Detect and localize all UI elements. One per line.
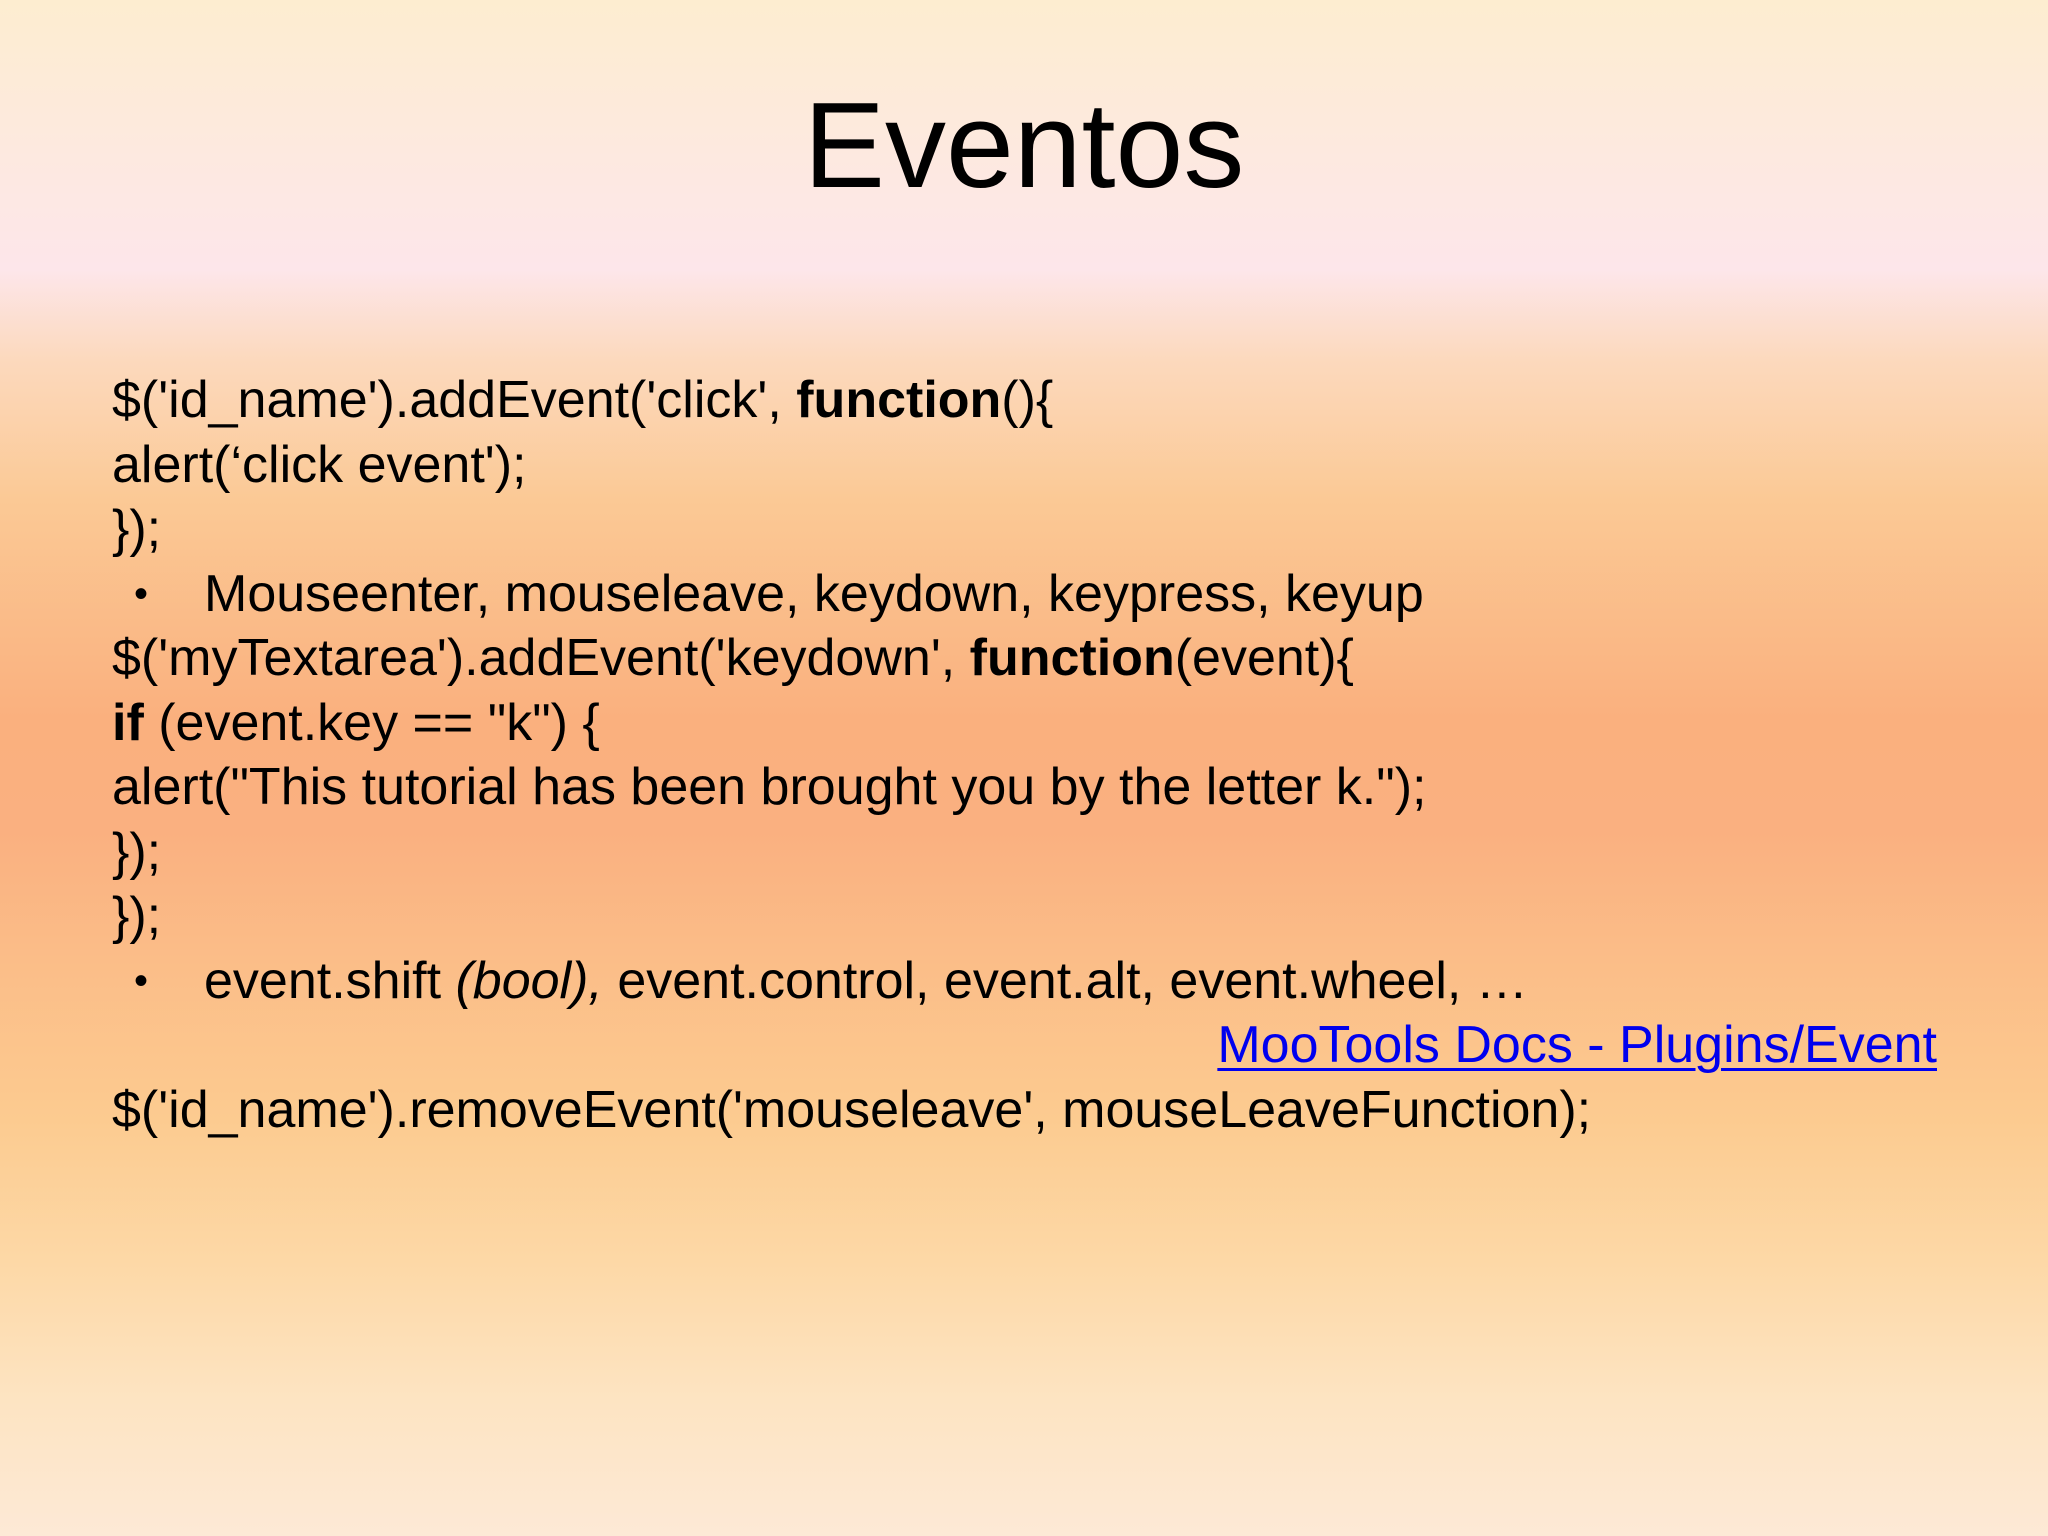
bullet-icon: • <box>134 958 149 1003</box>
code-text: (event){ <box>1174 629 1354 687</box>
code-text: (){ <box>1001 371 1054 429</box>
code-line-1 <box>112 368 1992 433</box>
code-line-2: alert(‘click event'); <box>112 435 527 494</box>
keyword-if: if <box>112 693 144 752</box>
bullet-icon: • <box>134 571 149 616</box>
code-line-8: }); <box>112 822 162 881</box>
bullet-italic-text: (bool), <box>455 951 603 1010</box>
bullet-text: event.shift <box>204 951 456 1010</box>
slide-body <box>112 368 1992 1142</box>
bullet-item-event-props <box>112 949 1992 1014</box>
code-line-12: $('id_name').removeEvent('mouseleave', mouseLeaveFunction); <box>112 1080 1592 1139</box>
bullet-item-events <box>112 562 1992 627</box>
link-line <box>112 1013 1992 1078</box>
bullet-text: Mouseenter, mouseleave, keydown, keypress, keyup <box>204 564 1424 623</box>
keyword-function: function <box>969 629 1175 687</box>
code-line-9: }); <box>112 887 162 945</box>
code-line-6 <box>112 691 1992 756</box>
slide-title: Eventos <box>803 77 1245 213</box>
code-line-3: }); <box>112 500 162 558</box>
bullet-text: event.control, event.alt, event.wheel, … <box>602 951 1528 1010</box>
code-line-7: alert("This tutorial has been brought you by the letter k."); <box>112 758 1427 816</box>
mootools-docs-link[interactable]: MooTools Docs - Plugins/Event <box>1217 1016 1937 1074</box>
keyword-function: function <box>796 371 1002 429</box>
code-line-5 <box>112 626 1992 691</box>
code-text: $('id_name').addEvent('click', <box>112 371 797 429</box>
code-text: $('myTextarea').addEvent('keydown', <box>112 629 970 687</box>
code-text: (event.key == "k") { <box>143 693 600 752</box>
